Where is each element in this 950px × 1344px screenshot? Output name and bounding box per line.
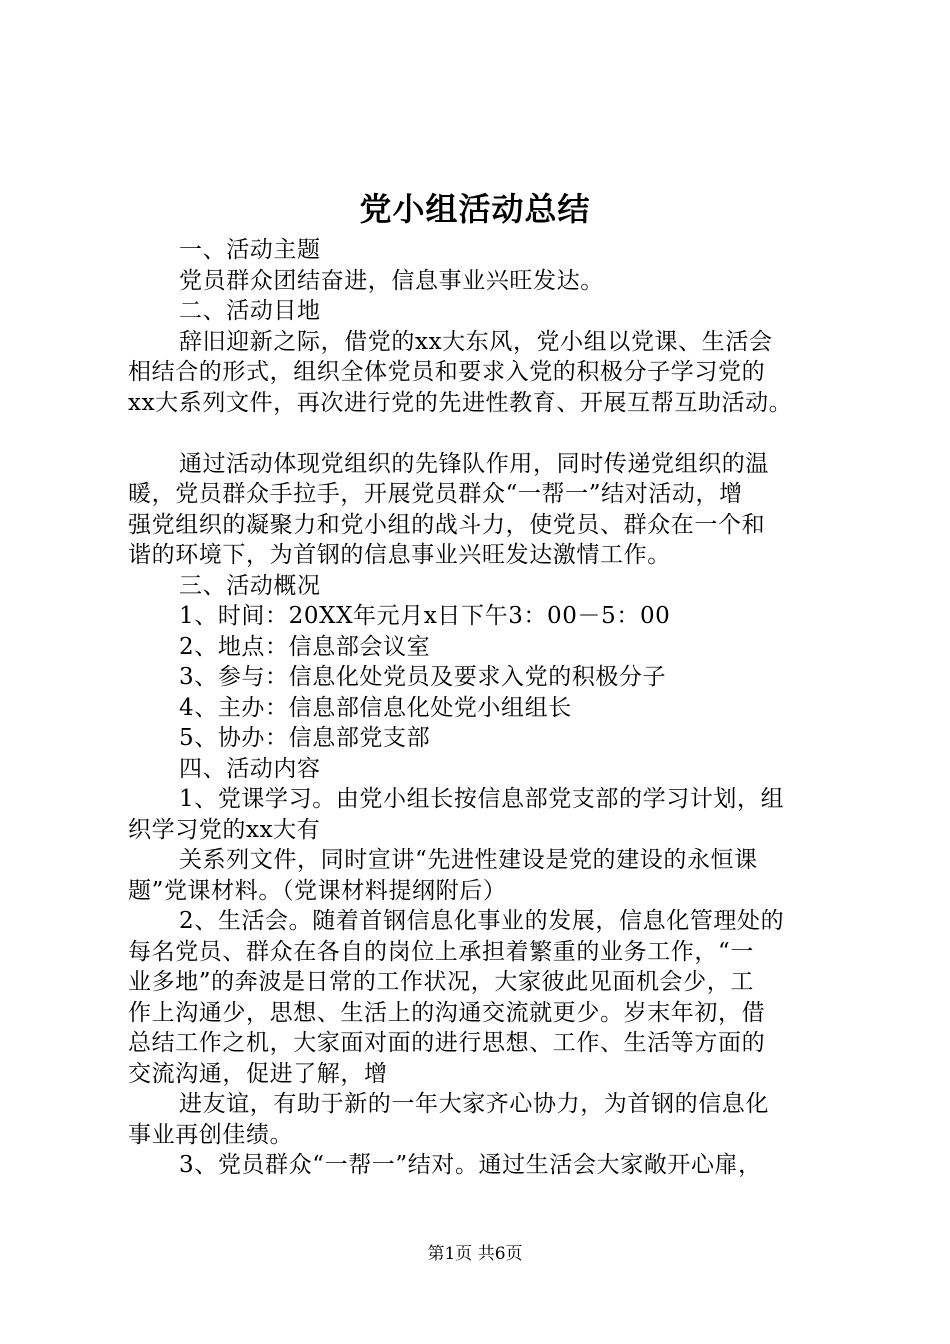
text-line: 交流沟通，促进了解，增	[128, 1060, 388, 1087]
text-line: 织学习党的xx大有	[128, 816, 321, 843]
text-line: 辞旧迎新之际，借党的xx大东风，党小组以党课、生活会	[179, 328, 773, 355]
document-body	[128, 235, 838, 1181]
text-line: 通过活动体现党组织的先锋队作用，同时传递党组织的温	[179, 450, 769, 477]
text-line: 1、党课学习。由党小组长按信息部党支部的学习计划，组	[179, 786, 785, 812]
text-line: 2、地点：信息部会议室	[179, 633, 431, 660]
text-line: xx大系列文件，再次进行党的先进性教育、开展互帮互助活动。	[128, 389, 793, 416]
text-line: 谐的环境下，为首钢的信息事业兴旺发达激情工作。	[128, 542, 671, 568]
text-line: 5、协办：信息部党支部	[179, 725, 431, 751]
text-line: 3、参与：信息化处党员及要求入党的积极分子	[179, 664, 667, 690]
page-footer: 第1页 共6页	[427, 1244, 523, 1264]
text-line: 暖，党员群众手拉手，开展党员群众“一帮一”结对活动，增	[128, 481, 743, 507]
blank-line	[128, 418, 838, 449]
text-line: 进友谊，有助于新的一年大家齐心协力，为首钢的信息化	[179, 1091, 769, 1117]
text-line: 每名党员、群众在各自的岗位上承担着繁重的业务工作，“一	[128, 938, 754, 965]
text-line: 关系列文件，同时宣讲“先进性建设是党的建设的永恒课	[179, 847, 758, 873]
text-line: 总结工作之机，大家面对面的进行思想、工作、生活等方面的	[128, 1030, 766, 1056]
text-line: 事业再创佳绩。	[128, 1121, 294, 1148]
document-title: 党小组活动总结	[359, 190, 591, 228]
text-line: 二、活动目地	[179, 298, 321, 324]
text-line: 3、党员群众“一帮一”结对。通过生活会大家敞开心扉，	[179, 1152, 762, 1178]
text-line: 4、主办：信息部信息化处党小组组长	[179, 694, 572, 721]
text-line: 1、时间：20XX年元月x日下午3：00－5：00	[179, 603, 671, 629]
text-line: 业多地”的奔波是日常的工作状况，大家彼此见面机会少，工	[128, 969, 754, 995]
text-line: 强党组织的凝聚力和党小组的战斗力，使党员、群众在一个和	[128, 511, 766, 538]
text-line: 2、生活会。随着首钢信息化事业的发展，信息化管理处的	[179, 908, 785, 934]
text-line: 一、活动主题	[179, 237, 321, 263]
text-line: 作上沟通少，思想、生活上的沟通交流就更少。岁末年初，借	[128, 999, 766, 1026]
text-line: 四、活动内容	[179, 755, 321, 782]
text-line: 相结合的形式，组织全体党员和要求入党的积极分子学习党的	[128, 359, 766, 385]
text-line: 三、活动概况	[179, 572, 321, 599]
text-line: 题”党课材料。（党课材料提纲附后）	[128, 877, 507, 904]
text-line: 党员群众团结奋进，信息事业兴旺发达。	[179, 267, 604, 294]
